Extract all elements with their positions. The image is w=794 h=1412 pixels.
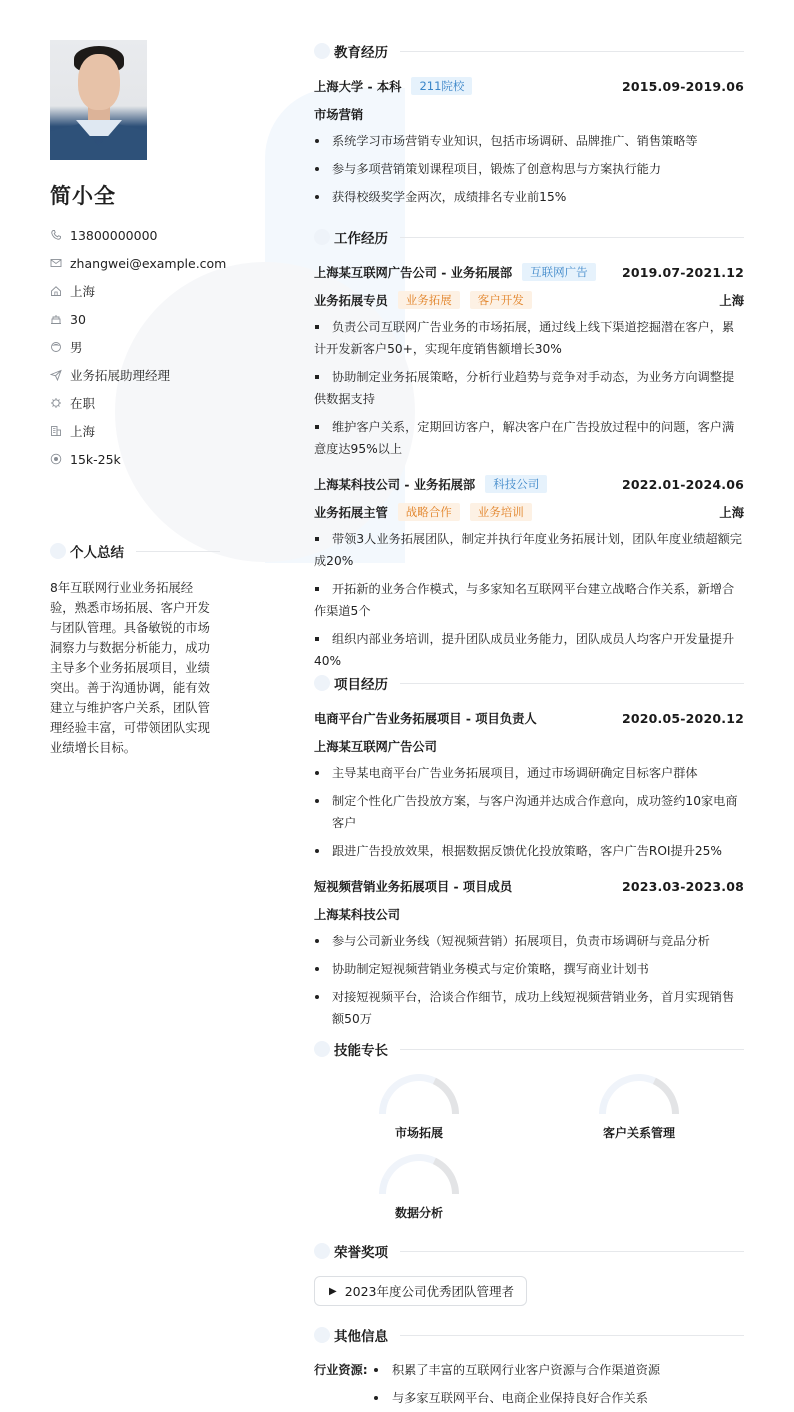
skill-label: 市场拓展 (394, 1126, 443, 1140)
education-major-row (314, 104, 744, 124)
list-item: 积累了丰富的互联网行业客户资源与合作渠道资源 (372, 1359, 660, 1381)
info-age-text: 30 (70, 311, 86, 327)
skill-gauge-arc (379, 1154, 459, 1194)
summary-text: 8年互联网行业业务拓展经验，熟悉市场拓展、客户开发与团队管理。具备敏锐的市场洞察力与数据分析能力，成功主导多个业务拓展项目，业绩突出。善于沟通协调，能有效建立与维护客户关系，团队管理经验丰富，可带领团队实现业绩增长目标。 (50, 581, 210, 755)
list-item: 跟进广告投放效果，根据数据反馈优化投放策略，客户广告ROI提升25% (314, 840, 744, 862)
industry-tag: 互联网广告 (522, 263, 596, 281)
info-phone-text: 13800000000 (70, 227, 158, 243)
list-item: 系统学习市场营销专业知识，包括市场调研、品牌推广、销售策略等 (314, 130, 744, 152)
phone-icon (50, 229, 62, 241)
awards-title: 荣誉奖项 (334, 1245, 388, 1261)
list-item: 组织内部业务培训，提升团队成员业务能力，团队成员人均客户开发量提升40% (314, 628, 744, 672)
project-date: 2023.03-2023.08 (621, 878, 744, 894)
other-section (314, 1324, 744, 1412)
skills-section-header (314, 1038, 744, 1060)
info-position-text: 业务拓展助理经理 (70, 368, 171, 383)
summary-title: 个人总结 (70, 545, 124, 561)
other-resources-row (314, 1359, 744, 1412)
section-dot-icon (50, 543, 66, 559)
list-item: 参与公司新业务线（短视频营销）拓展项目，负责市场调研与竞品分析 (314, 930, 744, 952)
section-divider (400, 1049, 744, 1050)
info-city (50, 277, 220, 305)
work-bullets (314, 316, 744, 460)
info-status (50, 389, 220, 417)
work-date: 2019.07-2021.12 (621, 264, 744, 280)
photo-face (78, 54, 120, 110)
salary-icon (50, 453, 62, 465)
info-phone (50, 221, 220, 249)
project-item-header (314, 876, 744, 896)
mail-icon (50, 257, 62, 269)
section-divider (400, 683, 744, 684)
list-item: 维护客户关系，定期回访客户，解决客户在广告投放过程中的问题，客户满意度达95%以上 (314, 416, 744, 460)
awards-section (314, 1240, 744, 1306)
list-item: 开拓新的业务合作模式，与多家知名互联网平台建立战略合作关系，新增合作渠道5个 (314, 578, 744, 622)
work-title: 工作经历 (334, 231, 388, 247)
section-dot-icon (314, 1243, 330, 1259)
building-icon (50, 425, 62, 437)
section-divider (400, 51, 744, 52)
other-label: 行业资源: (314, 1363, 368, 1377)
section-dot-icon (314, 1327, 330, 1343)
send-icon (50, 369, 62, 381)
work-company-group (314, 263, 596, 281)
list-item: 参与多项营销策划课程项目，锻炼了创意构思与方案执行能力 (314, 158, 744, 180)
role-name: 业务拓展专员 (314, 294, 388, 308)
work-role-row (314, 502, 744, 522)
info-salary (50, 445, 220, 473)
work-location: 上海 (719, 294, 744, 308)
school-name: 上海大学 - 本科 (314, 80, 402, 94)
education-item-header (314, 76, 744, 96)
info-age (50, 305, 220, 333)
contact-info-list (50, 221, 227, 473)
project-item-header (314, 708, 744, 728)
section-dot-icon (314, 43, 330, 59)
work-role-group (314, 503, 532, 521)
work-item-header (314, 474, 744, 494)
info-city-text: 上海 (70, 284, 96, 299)
section-dot-icon (314, 1041, 330, 1057)
industry-tag: 科技公司 (485, 475, 547, 493)
skills-title: 技能专长 (334, 1043, 388, 1059)
skill-gauge-arc (599, 1074, 679, 1114)
skill-tag: 客户开发 (470, 291, 532, 309)
education-bullets (314, 130, 744, 208)
other-section-header (314, 1324, 744, 1346)
triangle-right-icon: ▶ (329, 1285, 337, 1297)
project-name: 短视频营销业务拓展项目 - 项目成员 (314, 880, 513, 894)
project-bullets (314, 930, 744, 1030)
major-name: 市场营销 (314, 108, 364, 122)
skill-label: 数据分析 (394, 1206, 443, 1220)
project-date: 2020.05-2020.12 (621, 710, 744, 726)
project-company: 上海某科技公司 (314, 908, 401, 922)
list-item: 制定个性化广告投放方案，与客户沟通并达成合作意向，成功签约10家电商客户 (314, 790, 744, 834)
skill-tag: 业务拓展 (398, 291, 460, 309)
profile-name: 简小全 (50, 184, 116, 208)
company-name: 上海某科技公司 - 业务拓展部 (314, 478, 476, 492)
education-school-group (314, 77, 472, 95)
list-item: 协助制定短视频营销业务模式与定价策略，撰写商业计划书 (314, 958, 744, 980)
skill-gauge-item (359, 1074, 479, 1141)
skills-section (314, 1038, 744, 1228)
work-section (314, 226, 744, 678)
info-salary-text: 15k-25k (70, 451, 121, 467)
list-item: 与多家互联网平台、电商企业保持良好合作关系 (372, 1387, 660, 1409)
award-label: 2023年度公司优秀团队管理者 (344, 1284, 515, 1299)
info-email-text: zhangwei@example.com (70, 255, 227, 271)
summary-section-header (50, 541, 220, 561)
home-icon (50, 285, 62, 297)
skill-tag: 战略合作 (398, 503, 460, 521)
skill-gauge-item (359, 1154, 479, 1221)
education-section-header (314, 40, 744, 62)
work-bullets (314, 528, 744, 672)
project-company-row (314, 904, 744, 924)
work-role-group (314, 291, 532, 309)
section-dot-icon (314, 229, 330, 245)
info-gender-text: 男 (70, 340, 83, 355)
list-item: 带领3人业务拓展团队，制定并执行年度业务拓展计划，团队年度业绩超额完成20% (314, 528, 744, 572)
work-location: 上海 (719, 506, 744, 520)
section-dot-icon (314, 675, 330, 691)
role-name: 业务拓展主管 (314, 506, 388, 520)
profile-photo (50, 40, 147, 160)
projects-section-header (314, 672, 744, 694)
company-name: 上海某互联网广告公司 - 业务拓展部 (314, 266, 513, 280)
project-company: 上海某互联网广告公司 (314, 740, 437, 754)
section-divider (400, 1335, 744, 1336)
list-item: 主导某电商平台广告业务拓展项目，通过市场调研确定目标客户群体 (314, 762, 744, 784)
list-item: 获得校级奖学金两次，成绩排名专业前15% (314, 186, 744, 208)
award-item[interactable] (314, 1276, 527, 1306)
project-company-row (314, 736, 744, 756)
skill-label: 客户关系管理 (602, 1126, 675, 1140)
project-name: 电商平台广告业务拓展项目 - 项目负责人 (314, 712, 537, 726)
section-divider (400, 237, 744, 238)
education-title: 教育经历 (334, 45, 388, 61)
work-date: 2022.01-2024.06 (621, 476, 744, 492)
projects-title: 项目经历 (334, 677, 388, 693)
profile-column (50, 40, 227, 473)
info-work-city-text: 上海 (70, 424, 96, 439)
education-section (314, 40, 744, 214)
other-title: 其他信息 (334, 1329, 388, 1345)
school-tag: 211院校 (411, 77, 472, 95)
skill-tag: 业务培训 (470, 503, 532, 521)
project-bullets (314, 762, 744, 862)
list-item: 负责公司互联网广告业务的市场拓展，通过线上线下渠道挖掘潜在客户，累计开发新客户50+，实现年度销售额增长30% (314, 316, 744, 360)
list-item: 协助制定业务拓展策略，分析行业趋势与竞争对手动态，为业务方向调整提供数据支持 (314, 366, 744, 410)
work-item-header (314, 262, 744, 282)
gender-icon (50, 341, 62, 353)
section-divider (400, 1251, 744, 1252)
awards-section-header (314, 1240, 744, 1262)
work-company-group (314, 475, 547, 493)
work-section-header (314, 226, 744, 248)
info-email (50, 249, 227, 277)
info-status-text: 在职 (70, 396, 96, 411)
work-role-row (314, 290, 744, 310)
awards-list (314, 1276, 744, 1306)
info-work-city (50, 417, 220, 445)
education-date: 2015.09-2019.06 (621, 78, 744, 94)
status-icon (50, 397, 62, 409)
other-list (372, 1359, 660, 1412)
skill-gauge-arc (379, 1074, 459, 1114)
projects-section (314, 672, 744, 1036)
section-divider (136, 551, 220, 552)
skill-gauge-item (579, 1074, 699, 1141)
info-gender (50, 333, 220, 361)
info-position (50, 361, 220, 389)
list-item: 对接短视频平台，洽谈合作细节，成功上线短视频营销业务，首月实现销售额50万 (314, 986, 744, 1030)
cake-icon (50, 313, 62, 325)
